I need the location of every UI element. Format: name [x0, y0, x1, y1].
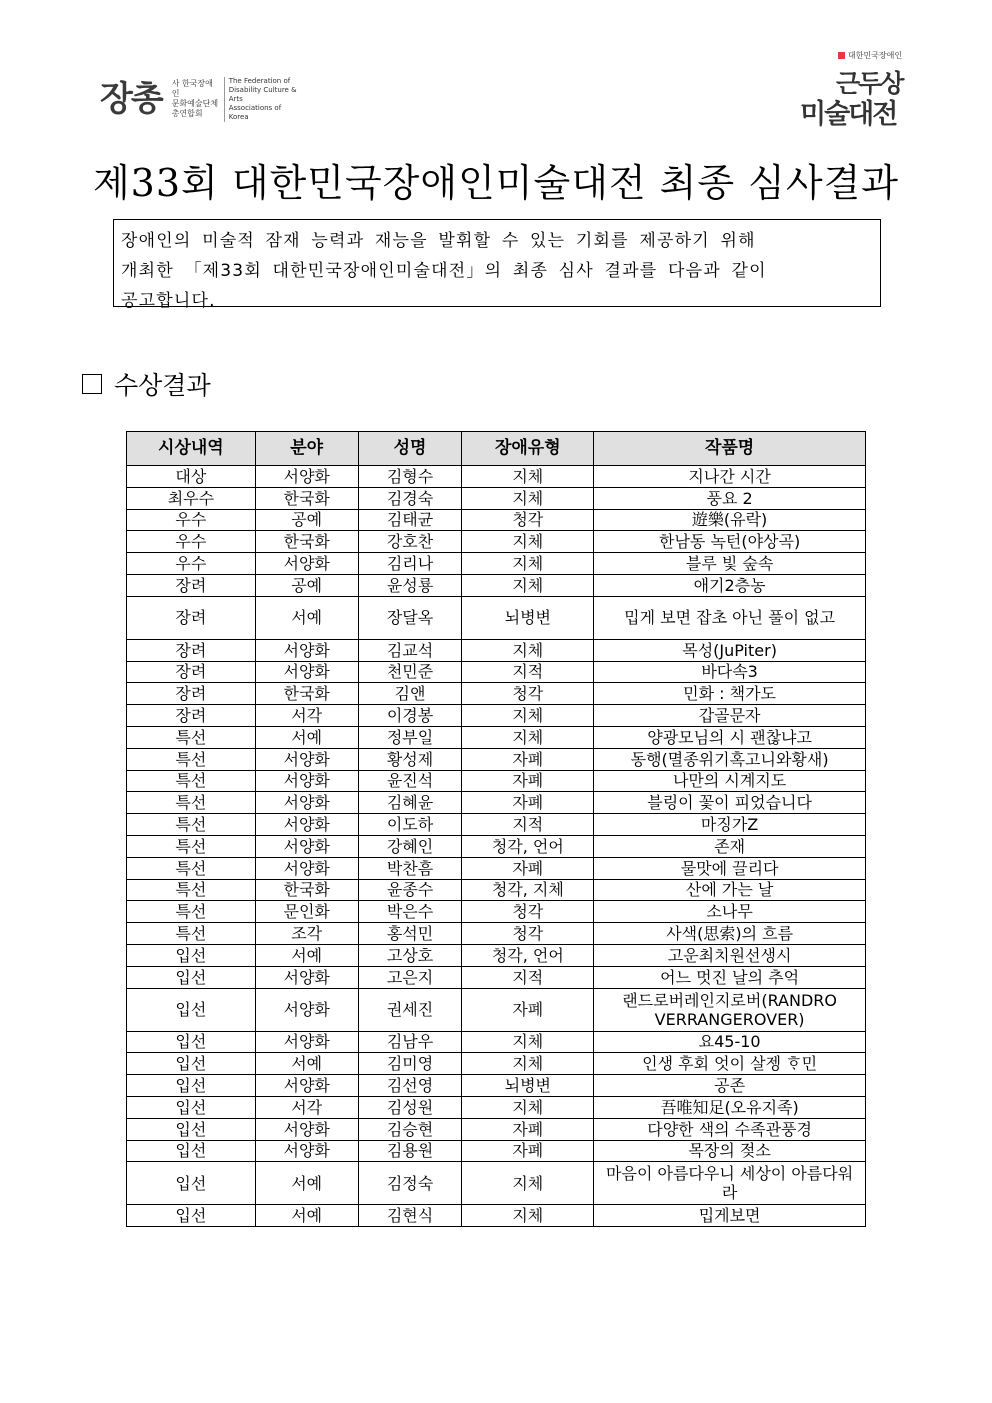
- cell-field: 서양화: [255, 814, 358, 836]
- cell-work: 동행(멸종위기혹고니와황새): [594, 748, 866, 770]
- cell-disability: 지적: [462, 966, 594, 988]
- cell-disability: 자폐: [462, 748, 594, 770]
- cell-award: 최우수: [127, 487, 256, 509]
- cell-award: 특선: [127, 814, 256, 836]
- cell-name: 이도하: [358, 814, 462, 836]
- table-row: [127, 553, 866, 575]
- cell-name: 김리나: [358, 553, 462, 575]
- cell-award: 입선: [127, 1140, 256, 1162]
- cell-work: 사색(思索)의 흐름: [594, 923, 866, 945]
- header-work: 작품명: [594, 432, 866, 466]
- cell-work: 공존: [594, 1075, 866, 1097]
- cell-disability: 지체: [462, 487, 594, 509]
- cell-work: 밉게보면: [594, 1205, 866, 1227]
- logo-line-1: 근두상: [836, 69, 903, 98]
- cell-field: 서각: [255, 1096, 358, 1118]
- cell-name: 김경숙: [358, 487, 462, 509]
- cell-field: 서양화: [255, 639, 358, 661]
- cell-name: 김형수: [358, 466, 462, 488]
- cell-disability: 자폐: [462, 988, 594, 1031]
- cell-name: 김혜윤: [358, 792, 462, 814]
- table-row: [127, 1140, 866, 1162]
- cell-field: 공예: [255, 509, 358, 531]
- cell-award: 특선: [127, 879, 256, 901]
- cell-name: 윤진석: [358, 770, 462, 792]
- table-row: [127, 705, 866, 727]
- cell-name: 윤종수: [358, 879, 462, 901]
- cell-award: 특선: [127, 835, 256, 857]
- table-row: [127, 726, 866, 748]
- cell-disability: 청각: [462, 683, 594, 705]
- table-row: [127, 574, 866, 596]
- cell-field: 서예: [255, 1162, 358, 1205]
- table-row: [127, 466, 866, 488]
- cell-name: 김정숙: [358, 1162, 462, 1205]
- cell-name: 김교석: [358, 639, 462, 661]
- cell-work: 나만의 시계지도: [594, 770, 866, 792]
- cell-award: 입선: [127, 1118, 256, 1140]
- cell-disability: 지체: [462, 639, 594, 661]
- cell-name: 권세진: [358, 988, 462, 1031]
- cell-disability: 지체: [462, 531, 594, 553]
- table-row: [127, 814, 866, 836]
- cell-award: 입선: [127, 944, 256, 966]
- cell-field: 서양화: [255, 553, 358, 575]
- cell-award: 우수: [127, 531, 256, 553]
- cell-work: 마음이 아름다우니 세상이 아름다워라: [594, 1162, 866, 1205]
- cell-work: 산에 가는 날: [594, 879, 866, 901]
- cell-work: 바다속3: [594, 661, 866, 683]
- header-field: 분야: [255, 432, 358, 466]
- cell-award: 장려: [127, 705, 256, 727]
- cell-work: 풍요 2: [594, 487, 866, 509]
- intro-line: 개최한 「제33회 대한민국장애인미술대전」의 최종 심사 결과를 다음과 같이: [121, 261, 767, 281]
- cell-work: 갑골문자: [594, 705, 866, 727]
- cell-award: 장려: [127, 639, 256, 661]
- table-row: [127, 661, 866, 683]
- cell-name: 김미영: [358, 1053, 462, 1075]
- cell-name: 장달옥: [358, 596, 462, 639]
- cell-work: 마징가Z: [594, 814, 866, 836]
- table-row: [127, 966, 866, 988]
- cell-disability: 청각, 지체: [462, 879, 594, 901]
- federation-logo: [100, 78, 299, 120]
- cell-field: 서양화: [255, 770, 358, 792]
- art-exhibition-logo: [800, 50, 910, 130]
- cell-award: 장려: [127, 596, 256, 639]
- cell-disability: 청각: [462, 509, 594, 531]
- cell-disability: 지적: [462, 661, 594, 683]
- cell-disability: 청각, 언어: [462, 944, 594, 966]
- cell-award: 입선: [127, 1031, 256, 1053]
- table-row: [127, 1205, 866, 1227]
- cell-field: 서양화: [255, 835, 358, 857]
- cell-disability: 지체: [462, 726, 594, 748]
- cell-award: 입선: [127, 1075, 256, 1097]
- cell-disability: 지체: [462, 1162, 594, 1205]
- table-header-row: [127, 432, 866, 466]
- cell-work: 밉게 보면 잡초 아닌 풀이 없고: [594, 596, 866, 639]
- cell-field: 서예: [255, 726, 358, 748]
- table-row: [127, 988, 866, 1031]
- cell-disability: 지체: [462, 1205, 594, 1227]
- cell-field: 서예: [255, 944, 358, 966]
- cell-field: 한국화: [255, 683, 358, 705]
- cell-work: 고운최치원선생시: [594, 944, 866, 966]
- cell-work: 吾唯知足(오유지족): [594, 1096, 866, 1118]
- cell-disability: 지체: [462, 466, 594, 488]
- cell-work: 애기2층농: [594, 574, 866, 596]
- federation-logo-mark: 장총: [100, 79, 162, 119]
- cell-field: 서양화: [255, 748, 358, 770]
- cell-field: 조각: [255, 923, 358, 945]
- header-disability: 장애유형: [462, 432, 594, 466]
- section-heading: [82, 366, 211, 402]
- table-row: [127, 857, 866, 879]
- cell-field: 서양화: [255, 1075, 358, 1097]
- table-row: [127, 923, 866, 945]
- cell-award: 특선: [127, 857, 256, 879]
- cell-disability: 자폐: [462, 770, 594, 792]
- cell-disability: 뇌병변: [462, 1075, 594, 1097]
- table-row: [127, 1096, 866, 1118]
- table-row: [127, 879, 866, 901]
- cell-award: 특선: [127, 748, 256, 770]
- red-square-icon: [838, 52, 845, 59]
- cell-field: 서양화: [255, 1118, 358, 1140]
- cell-award: 입선: [127, 1096, 256, 1118]
- cell-name: 천민준: [358, 661, 462, 683]
- cell-field: 서양화: [255, 792, 358, 814]
- cell-field: 서예: [255, 1053, 358, 1075]
- cell-name: 강혜인: [358, 835, 462, 857]
- table-row: [127, 835, 866, 857]
- header-name: 성명: [358, 432, 462, 466]
- cell-award: 우수: [127, 553, 256, 575]
- table-row: [127, 1162, 866, 1205]
- cell-work: 어느 멋진 날의 추억: [594, 966, 866, 988]
- cell-disability: 자폐: [462, 792, 594, 814]
- page-title: 제33회 대한민국장애인미술대전 최종 심사결과: [92, 161, 900, 205]
- cell-award: 특선: [127, 726, 256, 748]
- cell-name: 김태균: [358, 509, 462, 531]
- cell-name: 강호찬: [358, 531, 462, 553]
- cell-disability: 청각: [462, 923, 594, 945]
- cell-award: 특선: [127, 923, 256, 945]
- cell-disability: 자폐: [462, 1118, 594, 1140]
- table-row: [127, 1075, 866, 1097]
- cell-name: 이경봉: [358, 705, 462, 727]
- table-row: [127, 748, 866, 770]
- cell-field: 서예: [255, 1205, 358, 1227]
- table-row: [127, 531, 866, 553]
- cell-field: 공예: [255, 574, 358, 596]
- cell-work: 존재: [594, 835, 866, 857]
- cell-disability: 지체: [462, 1031, 594, 1053]
- table-row: [127, 1053, 866, 1075]
- cell-name: 김승현: [358, 1118, 462, 1140]
- cell-award: 장려: [127, 683, 256, 705]
- cell-name: 고은지: [358, 966, 462, 988]
- checkbox-square-icon: [82, 374, 102, 394]
- cell-disability: 청각, 언어: [462, 835, 594, 857]
- table-row: [127, 509, 866, 531]
- cell-field: 서예: [255, 596, 358, 639]
- table-row: [127, 639, 866, 661]
- logo-tagline: 대한민국장애인: [838, 50, 902, 61]
- cell-work: 목성(JuPiter): [594, 639, 866, 661]
- cell-disability: 지체: [462, 553, 594, 575]
- table-row: [127, 901, 866, 923]
- cell-name: 김성원: [358, 1096, 462, 1118]
- cell-name: 홍석민: [358, 923, 462, 945]
- cell-disability: 지체: [462, 1053, 594, 1075]
- cell-disability: 뇌병변: [462, 596, 594, 639]
- cell-work: 한남동 녹턴(야상곡): [594, 531, 866, 553]
- cell-award: 특선: [127, 901, 256, 923]
- cell-work: 랜드로버레인지로버(RANDRO VERRANGEROVER): [594, 988, 866, 1031]
- cell-field: 서양화: [255, 661, 358, 683]
- cell-work: 물맛에 끌리다: [594, 857, 866, 879]
- cell-award: 장려: [127, 574, 256, 596]
- table-row: [127, 487, 866, 509]
- table-body: [127, 466, 866, 1227]
- table-row: [127, 1118, 866, 1140]
- cell-work: 요45-10: [594, 1031, 866, 1053]
- table-row: [127, 596, 866, 639]
- table-row: [127, 683, 866, 705]
- results-table: [126, 431, 866, 1227]
- cell-field: 서양화: [255, 466, 358, 488]
- cell-name: 고상호: [358, 944, 462, 966]
- cell-field: 서양화: [255, 966, 358, 988]
- table-row: [127, 792, 866, 814]
- cell-name: 박찬흠: [358, 857, 462, 879]
- cell-field: 서양화: [255, 857, 358, 879]
- cell-field: 서양화: [255, 1140, 358, 1162]
- cell-field: 한국화: [255, 531, 358, 553]
- cell-name: 박은수: [358, 901, 462, 923]
- cell-name: 김앤: [358, 683, 462, 705]
- cell-work: 블루 빛 숲속: [594, 553, 866, 575]
- intro-box: [113, 219, 881, 311]
- cell-work: 遊樂(유락): [594, 509, 866, 531]
- cell-name: 김현식: [358, 1205, 462, 1227]
- cell-name: 김선영: [358, 1075, 462, 1097]
- cell-work: 민화 : 책가도: [594, 683, 866, 705]
- cell-award: 특선: [127, 792, 256, 814]
- cell-award: 장려: [127, 661, 256, 683]
- cell-award: 입선: [127, 1162, 256, 1205]
- cell-disability: 지체: [462, 574, 594, 596]
- cell-award: 대상: [127, 466, 256, 488]
- table-row: [127, 1031, 866, 1053]
- cell-disability: 자폐: [462, 1140, 594, 1162]
- cell-name: 황성제: [358, 748, 462, 770]
- cell-work: 인생 후회 엇이 살젱 ᄒᆞ민: [594, 1053, 866, 1075]
- cell-name: 정부일: [358, 726, 462, 748]
- table-row: [127, 770, 866, 792]
- logo-line-2: 미술대전: [800, 99, 897, 130]
- cell-award: 입선: [127, 988, 256, 1031]
- section-title: 수상결과: [114, 371, 211, 400]
- cell-disability: 지체: [462, 705, 594, 727]
- cell-work: 소나무: [594, 901, 866, 923]
- federation-name-english: The Federation of Disability Culture & Arts Associations of Korea: [224, 77, 299, 122]
- cell-field: 문인화: [255, 901, 358, 923]
- header-award: 시상내역: [127, 432, 256, 466]
- cell-award: 입선: [127, 966, 256, 988]
- cell-field: 서각: [255, 705, 358, 727]
- cell-work: 목장의 젖소: [594, 1140, 866, 1162]
- cell-award: 입선: [127, 1205, 256, 1227]
- cell-disability: 지체: [462, 1096, 594, 1118]
- cell-disability: 지적: [462, 814, 594, 836]
- cell-award: 우수: [127, 509, 256, 531]
- cell-work: 다양한 색의 수족관풍경: [594, 1118, 866, 1140]
- cell-work: 양광모님의 시 괜찮냐고: [594, 726, 866, 748]
- cell-name: 윤성룡: [358, 574, 462, 596]
- cell-field: 한국화: [255, 879, 358, 901]
- cell-field: 서양화: [255, 1031, 358, 1053]
- cell-work: 블링이 꽃이 피었습니다: [594, 792, 866, 814]
- federation-name-korean: 사 한국장애인 문화예술단체 총연합회: [171, 79, 219, 118]
- cell-disability: 자폐: [462, 857, 594, 879]
- cell-award: 특선: [127, 770, 256, 792]
- cell-award: 입선: [127, 1053, 256, 1075]
- cell-name: 김용원: [358, 1140, 462, 1162]
- cell-disability: 청각: [462, 901, 594, 923]
- cell-work: 지나간 시간: [594, 466, 866, 488]
- intro-line: 장애인의 미술적 잠재 능력과 재능을 발휘할 수 있는 기회를 제공하기 위해: [121, 231, 756, 251]
- cell-field: 서양화: [255, 988, 358, 1031]
- table-row: [127, 944, 866, 966]
- cell-name: 김남우: [358, 1031, 462, 1053]
- intro-line: 공고합니다.: [121, 291, 216, 311]
- cell-field: 한국화: [255, 487, 358, 509]
